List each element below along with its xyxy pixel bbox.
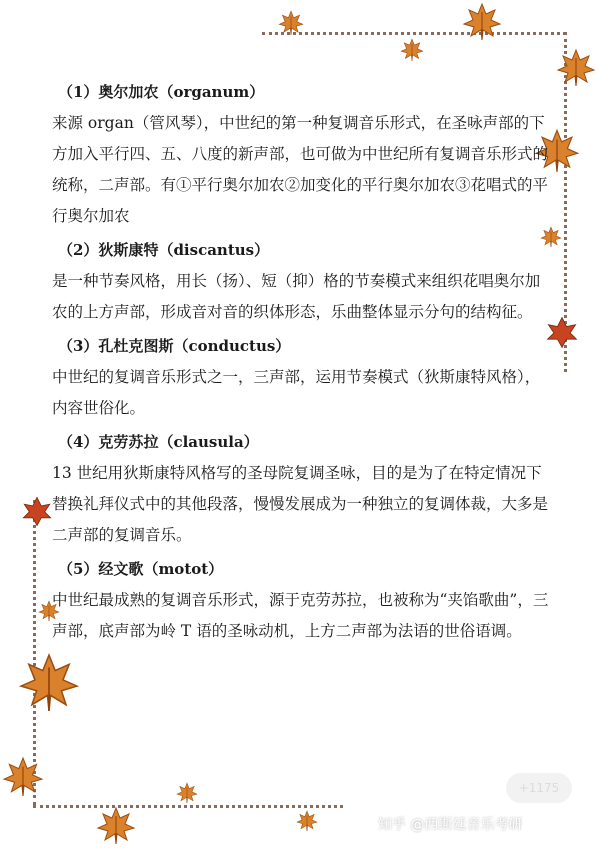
maple-leaf-icon [18, 652, 80, 714]
section-conductus [52, 332, 552, 424]
section-clausula [52, 428, 552, 551]
section-heading: （4）克劳苏拉（clausula） [58, 433, 259, 451]
maple-leaf-icon [176, 782, 198, 804]
maple-leaf-icon [556, 48, 596, 88]
maple-leaf-icon [278, 10, 304, 36]
maple-leaf-icon [296, 810, 318, 832]
section-paragraph: 中世纪的复调音乐形式之一，三声部，运用节奏模式（狄斯康特风格），内容世俗化。 [52, 368, 541, 417]
decorative-frame-top [262, 32, 566, 35]
section-paragraph: 中世纪最成熟的复调音乐形式，源于克劳苏拉，也被称为“夹馅歌曲”，三声部，底声部为岭 T 语的圣咏动机，上方二声部为法语的世俗语调。 [52, 591, 549, 640]
maple-leaf-icon [2, 756, 44, 798]
section-heading: （2）狄斯康特（discantus） [58, 241, 270, 259]
section-discantus [52, 236, 552, 328]
section-paragraph: 13 世纪用狄斯康特风格写的圣母院复调圣咏，目的是为了在特定情况下替换礼拜仪式中的其他段落，慢慢发展成为一种独立的复调体裁，大多是二声部的复调音乐。 [52, 464, 549, 544]
section-motet [52, 555, 552, 647]
section-paragraph: 来源 organ（管风琴），中世纪的第一种复调音乐形式，在圣咏声部的下方加入平行四、五、八度的新声部，也可做为中世纪所有复调音乐形式的统称，二声部。有①平行奥尔加农②加变化的平行奥尔加农③花唱式的平行奥尔加农 [52, 114, 549, 225]
maple-leaf-icon [20, 494, 54, 528]
watermark-badge: +1175 [506, 773, 572, 803]
section-organum [52, 78, 552, 232]
maple-leaf-icon [400, 38, 424, 62]
section-heading: （5）经文歌（motot） [58, 560, 224, 578]
section-heading: （3）孔杜克图斯（conductus） [58, 337, 291, 355]
maple-leaf-icon [96, 806, 136, 846]
decorative-frame-bottom [33, 805, 343, 808]
section-paragraph: 是一种节奏风格，用长（扬）、短（抑）格的节奏模式来组织花唱奥尔加农的上方声部，形成音对音的织体形态，乐曲整体显示分句的结构征。 [52, 272, 541, 321]
section-heading: （1）奥尔加农（organum） [58, 83, 265, 101]
zhihu-watermark: 知乎 @西斯廷音乐考研 [378, 817, 523, 833]
document-body [52, 78, 552, 651]
maple-leaf-icon [462, 2, 502, 42]
